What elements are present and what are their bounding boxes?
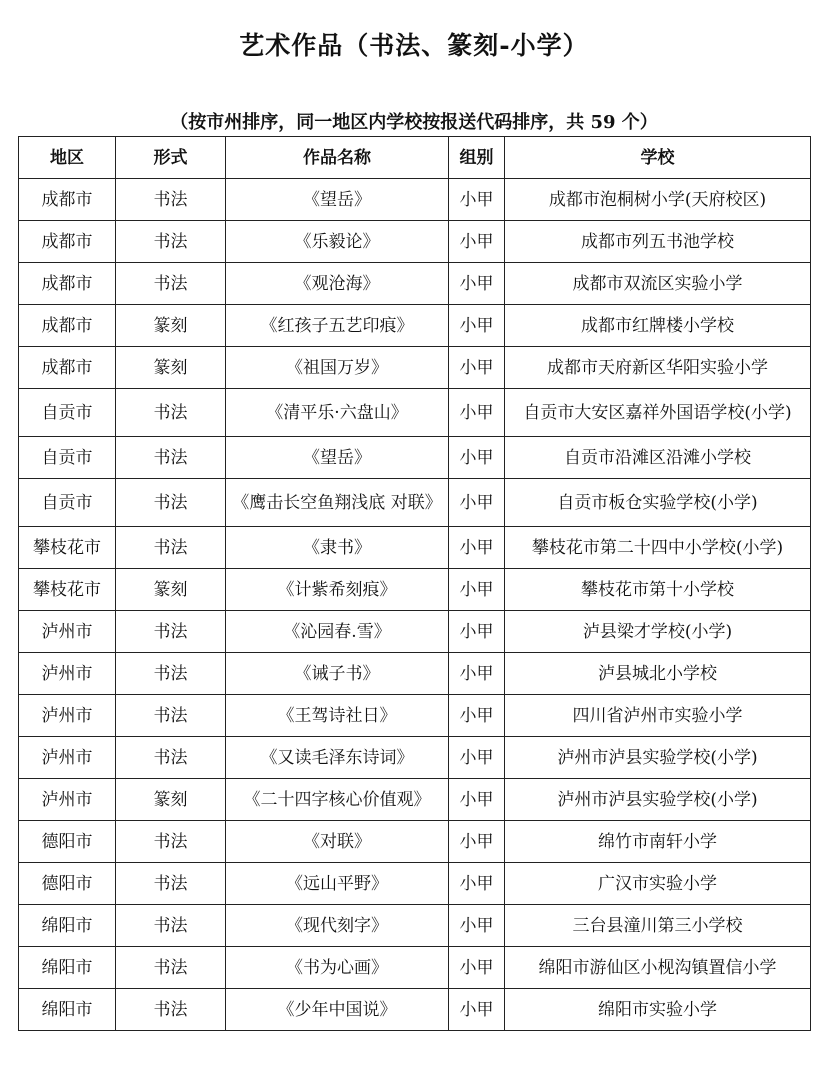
cell-group: 小甲 (449, 389, 505, 437)
cell-form: 书法 (116, 221, 226, 263)
table-row (19, 389, 811, 437)
cell-school: 成都市天府新区华阳实验小学 (505, 347, 811, 389)
cell-group: 小甲 (449, 947, 505, 989)
cell-group: 小甲 (449, 347, 505, 389)
works-table (18, 136, 811, 1031)
table-row (19, 779, 811, 821)
table-row (19, 347, 811, 389)
cell-school: 自贡市沿滩区沿滩小学校 (505, 437, 811, 479)
cell-work-title: 《计紫希刻痕》 (226, 569, 449, 611)
table-row (19, 653, 811, 695)
cell-group: 小甲 (449, 221, 505, 263)
cell-work-title: 《书为心画》 (226, 947, 449, 989)
cell-work-title: 《祖国万岁》 (226, 347, 449, 389)
cell-region: 德阳市 (19, 821, 116, 863)
cell-form: 书法 (116, 947, 226, 989)
table-row (19, 821, 811, 863)
cell-work-title: 《隶书》 (226, 527, 449, 569)
table-row (19, 437, 811, 479)
cell-region: 德阳市 (19, 863, 116, 905)
cell-work-title: 《观沧海》 (226, 263, 449, 305)
cell-region: 绵阳市 (19, 905, 116, 947)
cell-work-title: 《又读毛泽东诗词》 (226, 737, 449, 779)
cell-school: 绵阳市游仙区小枧沟镇置信小学 (505, 947, 811, 989)
cell-form: 书法 (116, 695, 226, 737)
cell-region: 成都市 (19, 179, 116, 221)
cell-region: 自贡市 (19, 479, 116, 527)
cell-group: 小甲 (449, 779, 505, 821)
cell-school: 绵竹市南轩小学 (505, 821, 811, 863)
cell-work-title: 《红孩子五艺印痕》 (226, 305, 449, 347)
cell-school: 攀枝花市第二十四中小学校(小学) (505, 527, 811, 569)
cell-work-title: 《望岳》 (226, 179, 449, 221)
cell-form: 篆刻 (116, 569, 226, 611)
cell-work-title: 《清平乐·六盘山》 (226, 389, 449, 437)
page-title: 艺术作品（书法、篆刻-小学） (239, 31, 589, 60)
column-header-form: 形式 (116, 137, 226, 179)
cell-school: 泸县梁才学校(小学) (505, 611, 811, 653)
column-header-school: 学校 (505, 137, 811, 179)
cell-work-title: 《乐毅论》 (226, 221, 449, 263)
cell-group: 小甲 (449, 479, 505, 527)
cell-region: 泸州市 (19, 653, 116, 695)
cell-school: 自贡市大安区嘉祥外国语学校(小学) (505, 389, 811, 437)
table-row (19, 263, 811, 305)
cell-form: 书法 (116, 179, 226, 221)
cell-work-title: 《望岳》 (226, 437, 449, 479)
cell-school: 自贡市板仓实验学校(小学) (505, 479, 811, 527)
table-row (19, 863, 811, 905)
cell-work-title: 《诫子书》 (226, 653, 449, 695)
cell-form: 书法 (116, 989, 226, 1031)
cell-form: 书法 (116, 653, 226, 695)
table-body (19, 179, 811, 1031)
cell-group: 小甲 (449, 569, 505, 611)
cell-form: 书法 (116, 905, 226, 947)
cell-group: 小甲 (449, 611, 505, 653)
cell-school: 广汉市实验小学 (505, 863, 811, 905)
cell-school: 成都市双流区实验小学 (505, 263, 811, 305)
column-header-region: 地区 (19, 137, 116, 179)
cell-work-title: 《鹰击长空鱼翔浅底 对联》 (226, 479, 449, 527)
cell-school: 泸县城北小学校 (505, 653, 811, 695)
cell-region: 泸州市 (19, 695, 116, 737)
cell-work-title: 《少年中国说》 (226, 989, 449, 1031)
table-row (19, 737, 811, 779)
cell-form: 书法 (116, 821, 226, 863)
cell-form: 书法 (116, 389, 226, 437)
cell-form: 书法 (116, 737, 226, 779)
cell-form: 书法 (116, 527, 226, 569)
cell-school: 成都市红牌楼小学校 (505, 305, 811, 347)
table-header-row (19, 137, 811, 179)
cell-school: 成都市泡桐树小学(天府校区) (505, 179, 811, 221)
table-row (19, 947, 811, 989)
table-row (19, 695, 811, 737)
table-row (19, 179, 811, 221)
cell-region: 自贡市 (19, 389, 116, 437)
cell-group: 小甲 (449, 695, 505, 737)
cell-school: 三台县潼川第三小学校 (505, 905, 811, 947)
table-row (19, 221, 811, 263)
cell-region: 自贡市 (19, 437, 116, 479)
cell-group: 小甲 (449, 989, 505, 1031)
cell-school: 四川省泸州市实验小学 (505, 695, 811, 737)
cell-school: 攀枝花市第十小学校 (505, 569, 811, 611)
cell-region: 绵阳市 (19, 947, 116, 989)
table-row (19, 989, 811, 1031)
cell-region: 泸州市 (19, 611, 116, 653)
cell-region: 攀枝花市 (19, 527, 116, 569)
cell-school: 泸州市泸县实验学校(小学) (505, 737, 811, 779)
cell-school: 成都市列五书池学校 (505, 221, 811, 263)
cell-form: 篆刻 (116, 305, 226, 347)
cell-form: 篆刻 (116, 779, 226, 821)
cell-work-title: 《远山平野》 (226, 863, 449, 905)
cell-form: 书法 (116, 479, 226, 527)
cell-group: 小甲 (449, 737, 505, 779)
cell-form: 书法 (116, 611, 226, 653)
cell-region: 泸州市 (19, 737, 116, 779)
cell-group: 小甲 (449, 179, 505, 221)
table-row (19, 569, 811, 611)
cell-region: 成都市 (19, 347, 116, 389)
cell-group: 小甲 (449, 863, 505, 905)
cell-work-title: 《对联》 (226, 821, 449, 863)
table-row (19, 527, 811, 569)
cell-group: 小甲 (449, 437, 505, 479)
cell-region: 成都市 (19, 221, 116, 263)
cell-region: 绵阳市 (19, 989, 116, 1031)
table-row (19, 611, 811, 653)
cell-form: 篆刻 (116, 347, 226, 389)
cell-work-title: 《二十四字核心价值观》 (226, 779, 449, 821)
cell-group: 小甲 (449, 821, 505, 863)
cell-work-title: 《现代刻字》 (226, 905, 449, 947)
column-header-group: 组别 (449, 137, 505, 179)
table-row (19, 305, 811, 347)
cell-group: 小甲 (449, 305, 505, 347)
cell-region: 成都市 (19, 305, 116, 347)
cell-group: 小甲 (449, 905, 505, 947)
table-row (19, 479, 811, 527)
cell-group: 小甲 (449, 527, 505, 569)
cell-region: 成都市 (19, 263, 116, 305)
column-header-work-title: 作品名称 (226, 137, 449, 179)
cell-group: 小甲 (449, 263, 505, 305)
page-subtitle: （按市州排序，同一地区内学校按报送代码排序，共 59 个） (170, 112, 658, 133)
cell-form: 书法 (116, 437, 226, 479)
cell-region: 攀枝花市 (19, 569, 116, 611)
cell-region: 泸州市 (19, 779, 116, 821)
cell-form: 书法 (116, 863, 226, 905)
table-row (19, 905, 811, 947)
cell-work-title: 《沁园春.雪》 (226, 611, 449, 653)
cell-school: 绵阳市实验小学 (505, 989, 811, 1031)
cell-school: 泸州市泸县实验学校(小学) (505, 779, 811, 821)
cell-group: 小甲 (449, 653, 505, 695)
cell-work-title: 《王驾诗社日》 (226, 695, 449, 737)
cell-form: 书法 (116, 263, 226, 305)
